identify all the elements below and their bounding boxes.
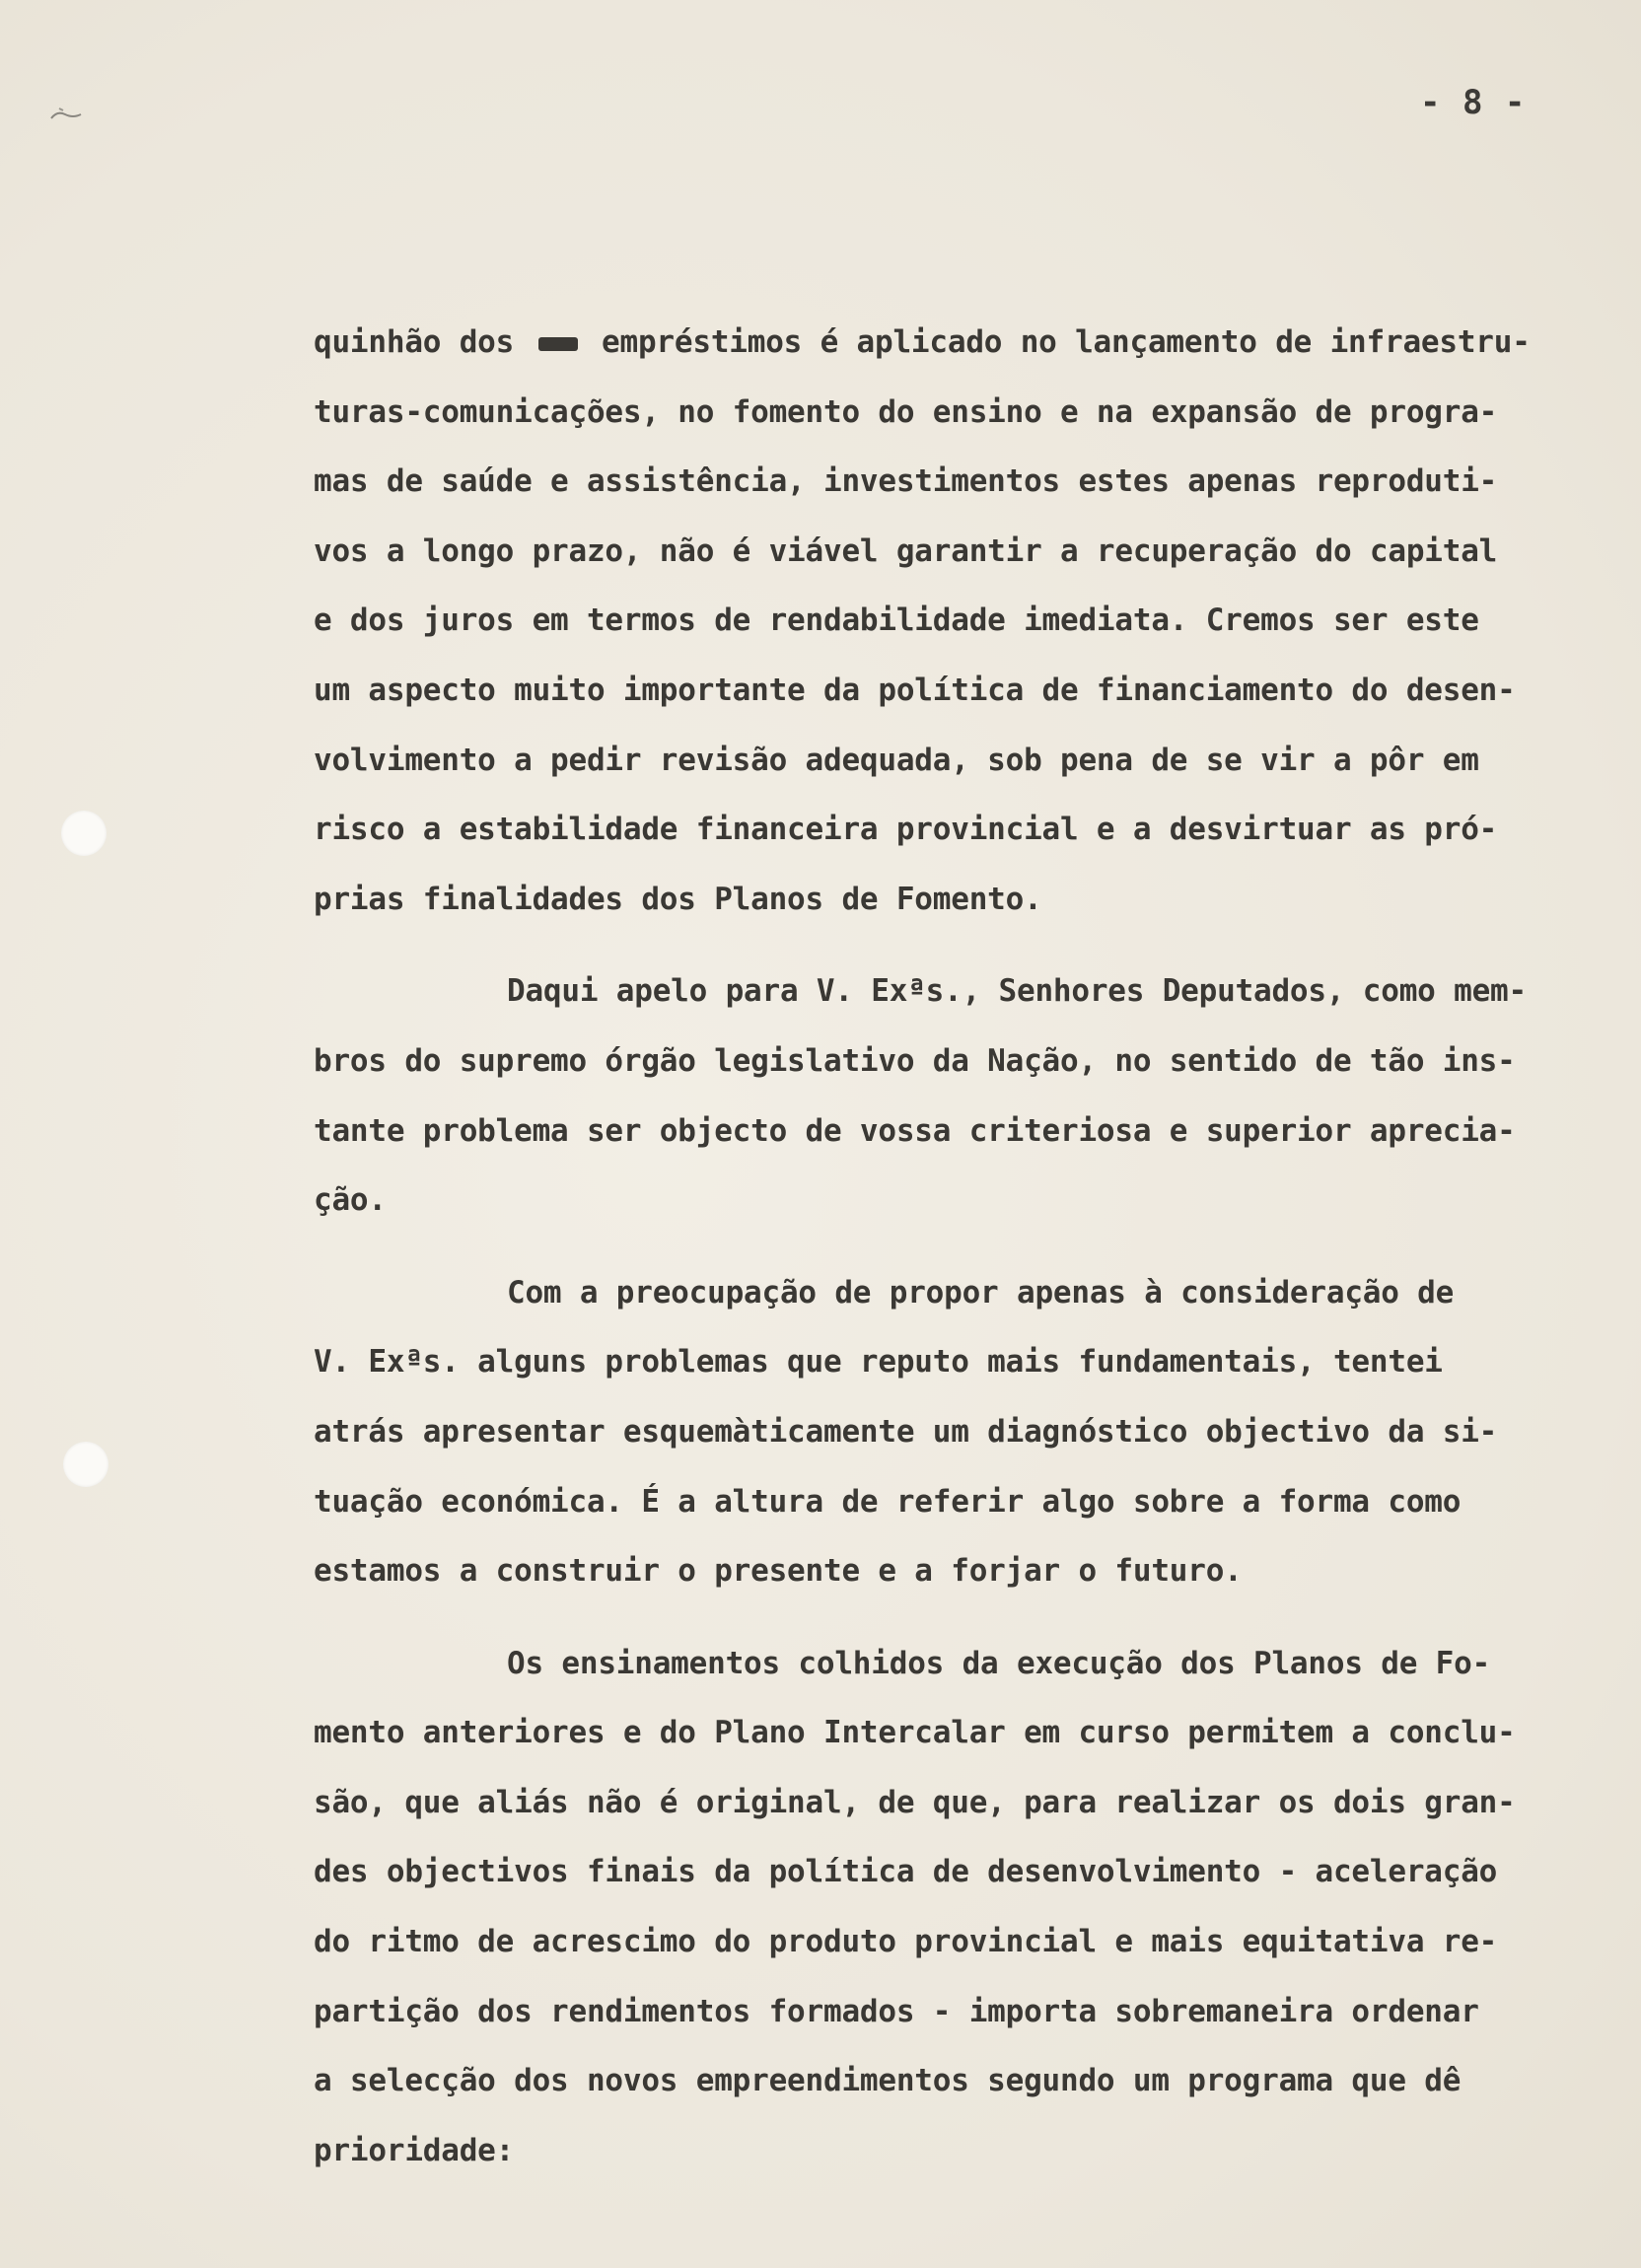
text-line: Com a preocupação de propor apenas à consideração de — [507, 1274, 1455, 1311]
text-line: mas de saúde e assistência, investimentos estes apenas reproduti- — [314, 463, 1498, 500]
paragraph — [314, 1629, 1586, 2186]
text-line — [314, 308, 1586, 378]
text-line: Os ensinamentos colhidos da execução dos Planos de Fo- — [507, 1645, 1491, 1681]
text-line: estamos a construir o presente e a forjar o futuro. — [314, 1553, 1243, 1590]
paragraph — [314, 308, 1586, 934]
paragraph — [314, 957, 1586, 1235]
text-line: são, que aliás não é original, de que, para realizar os dois gran- — [314, 1784, 1516, 1820]
text-line: ção. — [314, 1182, 387, 1219]
paragraph — [314, 1258, 1586, 1606]
text-line: mento anteriores e do Plano Intercalar em curso permitem a conclu- — [314, 1715, 1516, 1751]
text-line: V. Exªs. alguns problemas que reputo mais fundamentais, tentei — [314, 1344, 1443, 1381]
text-line: prioridade: — [314, 2132, 515, 2168]
text-fragment: empréstimos é aplicado no lançamento de infraestru- — [583, 324, 1531, 360]
text-line: tuação económica. É a altura de referir algo sobre a forma como — [314, 1483, 1462, 1520]
text-line: tante problema ser objecto de vossa criteriosa e superior aprecia- — [314, 1112, 1516, 1149]
ink-mark-icon — [47, 105, 93, 124]
text-line: um aspecto muito importante da política de financiamento do desen- — [314, 672, 1516, 708]
text-line: vos a longo prazo, não é viável garantir a recuperação do capital — [314, 532, 1498, 569]
text-line: turas-comunicações, no fomento do ensino e na expansão de progra- — [314, 393, 1498, 430]
text-line: volvimento a pedir revisão adequada, sob pena de se vir a pôr em — [314, 742, 1479, 778]
text-line: Daqui apelo para V. Exªs., Senhores Deputados, como mem- — [507, 973, 1527, 1010]
body-text — [314, 308, 1586, 2185]
text-line: partição dos rendimentos formados - importa sobremaneira ordenar — [314, 1993, 1479, 2029]
text-line: bros do supremo órgão legislativo da Nação, no sentido de tão ins- — [314, 1042, 1516, 1079]
text-line: risco a estabilidade financeira provincial e a desvirtuar as pró- — [314, 812, 1498, 848]
text-line: do ritmo de acrescimo do produto provincial e mais equitativa re- — [314, 1924, 1498, 1960]
page-number: - 8 - — [1420, 83, 1527, 122]
punch-hole-bottom — [63, 1442, 108, 1487]
redaction-mark — [538, 337, 578, 351]
text-line: a selecção dos novos empreendimentos segundo um programa que dê — [314, 2063, 1462, 2099]
text-fragment: quinhão dos — [314, 324, 533, 360]
punch-hole-top — [61, 811, 107, 856]
text-line: e dos juros em termos de rendabilidade imediata. Cremos ser este — [314, 602, 1479, 639]
text-line: atrás apresentar esquemàticamente um diagnóstico objectivo da si- — [314, 1413, 1498, 1450]
text-line: des objectivos finais da política de desenvolvimento - aceleração — [314, 1854, 1498, 1890]
text-line: prias finalidades dos Planos de Fomento. — [314, 881, 1042, 917]
